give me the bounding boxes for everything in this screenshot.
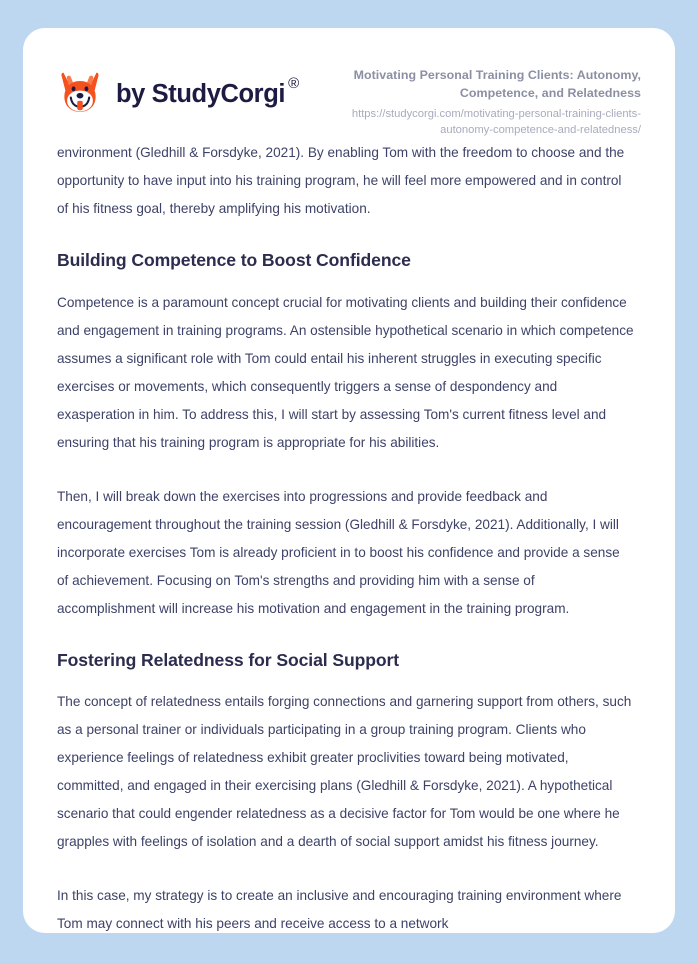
corgi-head-icon xyxy=(57,69,103,115)
heading-building-competence: Building Competence to Boost Confidence xyxy=(57,249,411,270)
paragraph-competence-strategy: Then, I will break down the exercises into progressions and provide feedback and encouragement throughout the training session (Gledhill & Forsdyke, 2021). Additionally, I will incorporate exercises Tom is already proficient in to boost his confidence and provide a sense of achievement. Focusing on Tom's strengths and providing him with a sense of accomplishment will increase his motivation and engagement in the training program. xyxy=(57,488,620,616)
paragraph-relatedness-strategy: In this case, my strategy is to create an inclusive and encouraging training environment where Tom may connect with his peers and receive access to a network xyxy=(57,888,622,932)
registered-trademark-icon: ® xyxy=(288,75,299,93)
brand-wordmark xyxy=(116,76,299,108)
paragraph-autonomy-continued: environment (Gledhill & Forsdyke, 2021). By enabling Tom with the freedom to choose and the opportunity to have input into his training program, he will feel more empowered and in control of his fitness goal, thereby amplifying his motivation. xyxy=(57,144,625,216)
paragraph-relatedness-intro: The concept of relatedness entails forging connections and garnering support from others, such as a personal trainer or individuals participating in a group training program. Clients who experience feelings of relatedness exhibit greater proclivities toward being motivated, committed, and engaged in their exercising plans (Gledhill & Forsdyke, 2021). A hypothetical scenario that could engender relatedness as a decisive factor for Tom would be one where he grapples with feelings of isolation and a dearth of social support amidst his fitness journey. xyxy=(57,694,632,850)
document-header xyxy=(23,28,675,139)
document-source-url[interactable]: https://studycorgi.com/motivating-personal-training-clients-autonomy-competence-and-relatedness/ xyxy=(351,108,641,137)
brand-name-label: by StudyCorgi xyxy=(116,80,286,109)
document-title: Motivating Personal Training Clients: Autonomy, Competence, and Relatedness xyxy=(353,68,641,100)
heading-fostering-relatedness: Fostering Relatedness for Social Support xyxy=(57,649,400,670)
brand-logo-block[interactable] xyxy=(57,64,299,115)
document-meta xyxy=(299,64,641,139)
document-paper xyxy=(23,28,675,933)
document-body xyxy=(23,139,675,933)
paragraph-competence-intro: Competence is a paramount concept crucial for motivating clients and building their confidence and engagement in training programs. An ostensible hypothetical scenario in which competence assumes a significant role with Tom could entail his inherent struggles in executing specific exercises or movements, which consequently triggers a sense of despondency and exasperation in him. To address this, I will start by assessing Tom's current fitness level and ensuring that his training program is appropriate for his abilities. xyxy=(57,294,634,450)
